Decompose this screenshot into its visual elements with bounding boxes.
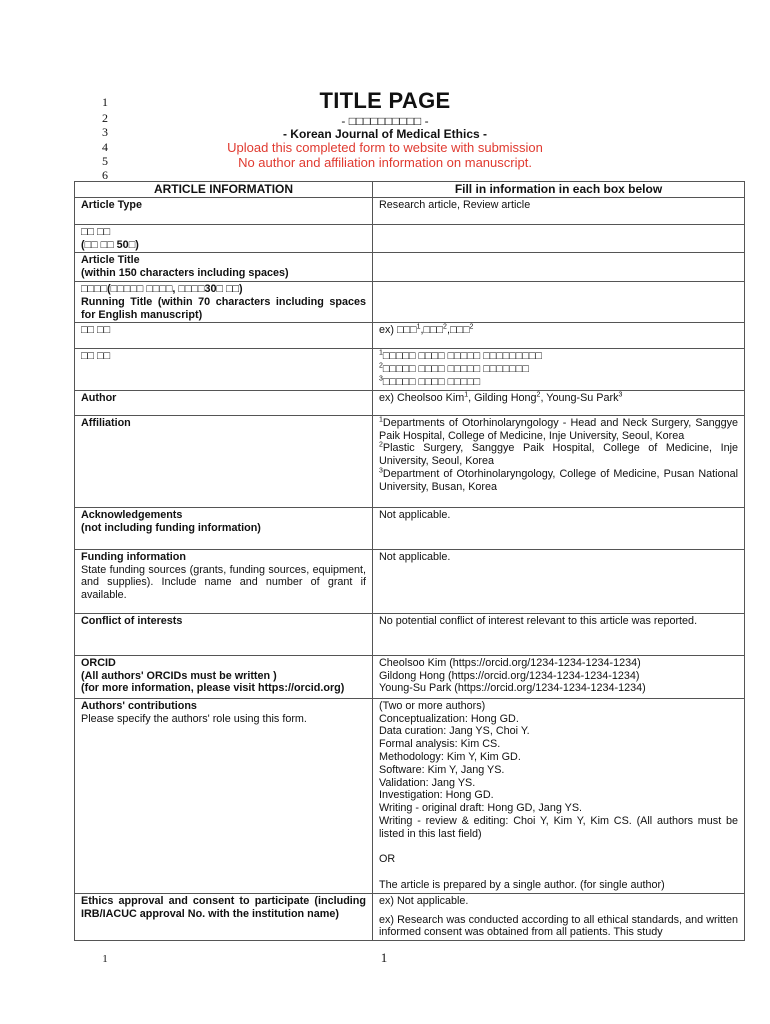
article-type-label: Article Type [75, 197, 373, 224]
contribution-line: Investigation: Hong GD. [379, 789, 494, 802]
footer-line-number: 1 [102, 953, 108, 965]
affiliation-item: $^2$Plastic Surgery, Sanggye Paik Hospital, College of Medicine, Inje University, Seoul, Korea [379, 441, 738, 468]
conflict-value[interactable]: No potential conflict of interest relevant to this article was reported. [373, 613, 745, 655]
article-title-label-line: Article Title [81, 254, 140, 267]
running-title-label-en: Running Title (within 70 characters including spaces for English manuscript) [81, 295, 366, 321]
table-row [75, 698, 745, 893]
korean-title-label [75, 224, 373, 253]
table-row [75, 197, 745, 224]
funding-description: State funding sources (grants, funding sources, equipment, and supplies). Include name and number of grant if available. [81, 563, 366, 602]
table-row [75, 507, 745, 549]
superscript: 2 [443, 323, 447, 331]
orcid-note: (All authors' ORCIDs must be written ) [81, 669, 277, 682]
korean-title-label-line: □□ □□ [81, 225, 111, 238]
acknowledgements-note: (not including funding information) [81, 521, 261, 534]
orcid-title: ORCID [81, 656, 116, 669]
table-row [75, 415, 745, 507]
korean-title-value[interactable] [373, 224, 745, 253]
contribution-line: Writing - review & editing: Choi Y, Kim Y, Kim CS. (All authors must be listed in this last field) [379, 814, 738, 840]
conflict-label: Conflict of interests [75, 613, 373, 655]
table-header-row [75, 182, 745, 198]
acknowledgements-label [75, 507, 373, 549]
acknowledgements-value[interactable]: Not applicable. [373, 507, 745, 549]
orcid-entry: Cheolsoo Kim (https://orcid.org/1234-1234-1234-1234) [379, 656, 641, 669]
contribution-line: Conceptualization: Hong GD. [379, 712, 519, 725]
funding-value[interactable]: Not applicable. [373, 549, 745, 613]
affiliation-label: Affiliation [75, 415, 373, 507]
affiliation-item: $^1$Departments of Otorhinolaryngology - Head and Neck Surgery, Sanggye Paik Hospital, College of Medicine, Inje University, Seoul, Korea [379, 416, 738, 442]
funding-title: Funding information [81, 550, 186, 563]
table-row [75, 323, 745, 349]
table-row [75, 655, 745, 698]
table-row [75, 349, 745, 390]
korean-author-text: ,□□□ [420, 324, 444, 337]
korean-affiliation-value[interactable] [373, 349, 745, 390]
acknowledgements-title: Acknowledgements [81, 508, 183, 521]
contribution-line: Software: Kim Y, Jang YS. [379, 763, 505, 776]
contribution-line: Methodology: Kim Y, Kim GD. [379, 750, 521, 763]
orcid-entry: Gildong Hong (https://orcid.org/1234-1234-1234-1234) [379, 669, 640, 682]
contribution-line: Formal analysis: Kim CS. [379, 738, 501, 751]
korean-author-label: □□ □□ [75, 323, 373, 349]
korean-affiliation-line: $^1$□□□□□ □□□□ □□□□□ □□□□□□□□□ [379, 349, 542, 363]
article-title-label [75, 253, 373, 282]
page-number: 1 [380, 950, 388, 965]
article-title-value[interactable] [373, 253, 745, 282]
contributions-label [75, 698, 373, 893]
ethics-line: ex) Research was conducted according to all ethical standards, and written informed consent was obtained from all patients. This study [379, 913, 738, 939]
korean-title-label-limit: (□□ □□ 50□) [81, 238, 139, 251]
column-header-right: Fill in information in each box below [373, 182, 745, 198]
table-row [75, 893, 745, 940]
korean-affiliation-line: $^2$□□□□□ □□□□ □□□□□ □□□□□□□ [379, 362, 529, 376]
running-title-value[interactable] [373, 281, 745, 322]
line-number: 6 [102, 168, 108, 182]
korean-author-text: ,□□□ [446, 324, 470, 337]
funding-label [75, 549, 373, 613]
korean-affiliation-label: □□ □□ [75, 349, 373, 390]
table-row [75, 390, 745, 415]
affiliation-item: $^3$Department of Otorhinolaryngology, College of Medicine, Pusan National University, Busan, Korea [379, 467, 738, 493]
contribution-or: OR [379, 853, 396, 866]
contribution-line: (Two or more authors) [379, 699, 486, 712]
line-number: 1 [102, 95, 108, 109]
korean-author-value[interactable] [373, 323, 745, 349]
line-number: 2 [102, 111, 108, 125]
table-row [75, 281, 745, 322]
article-type-value[interactable]: Research article, Review article [373, 197, 745, 224]
superscript: 1 [416, 323, 421, 331]
page-title: TITLE PAGE [319, 88, 451, 113]
korean-author-text: ex) □□□ [379, 324, 417, 337]
article-title-label-limit: (within 150 characters including spaces) [81, 267, 289, 280]
table-row [75, 253, 745, 282]
orcid-label [75, 655, 373, 698]
column-header-left: ARTICLE INFORMATION [75, 182, 373, 198]
ethics-label: Ethics approval and consent to participate (including IRB/IACUC approval No. with the institution name) [75, 893, 373, 940]
orcid-info: (for more information, please visit https://orcid.org) [81, 682, 345, 695]
author-value[interactable]: ex) Cheolsoo Kim$^1$, Gilding Hong$^2$, Young-Su Park$^3$ [373, 390, 745, 415]
upload-notice: Upload this completed form to website with submission [227, 140, 543, 155]
contribution-line: Validation: Jang YS. [379, 776, 476, 789]
korean-affiliation-line: $^3$□□□□□ □□□□ □□□□□ [379, 375, 481, 388]
line-number: 5 [102, 154, 108, 168]
superscript: 2 [469, 323, 474, 331]
table-row [75, 549, 745, 613]
journal-subtitle: - Korean Journal of Medical Ethics - [282, 127, 488, 141]
contributions-value[interactable] [373, 698, 745, 893]
table-row [75, 613, 745, 655]
contribution-line: Data curation: Jang YS, Choi Y. [379, 725, 530, 738]
line-number: 4 [102, 140, 108, 154]
contributions-description: Please specify the authors' role using this form. [81, 712, 307, 725]
article-information-table [74, 181, 745, 941]
contribution-line: Writing - original draft: Hong GD, Jang YS. [379, 802, 583, 815]
line-number: 3 [102, 125, 108, 139]
running-title-label-kr: □□□□(□□□□□ □□□□, □□□□30□ □□) [81, 282, 243, 295]
ethics-value[interactable] [373, 893, 745, 940]
contributions-title: Authors' contributions [81, 699, 197, 712]
affiliation-value[interactable] [373, 415, 745, 507]
contribution-single-author: The article is prepared by a single author. (for single author) [379, 878, 665, 891]
author-label: Author [75, 390, 373, 415]
running-title-label [75, 281, 373, 322]
table-row [75, 224, 745, 253]
orcid-value[interactable] [373, 655, 745, 698]
ethics-line: ex) Not applicable. [379, 894, 469, 907]
author-notice: No author and affiliation information on manuscript. [238, 155, 532, 170]
orcid-entry: Young-Su Park (https://orcid.org/1234-1234-1234-1234) [379, 682, 646, 695]
korean-subtitle: - □□□□□□□□□□ - [341, 114, 429, 128]
